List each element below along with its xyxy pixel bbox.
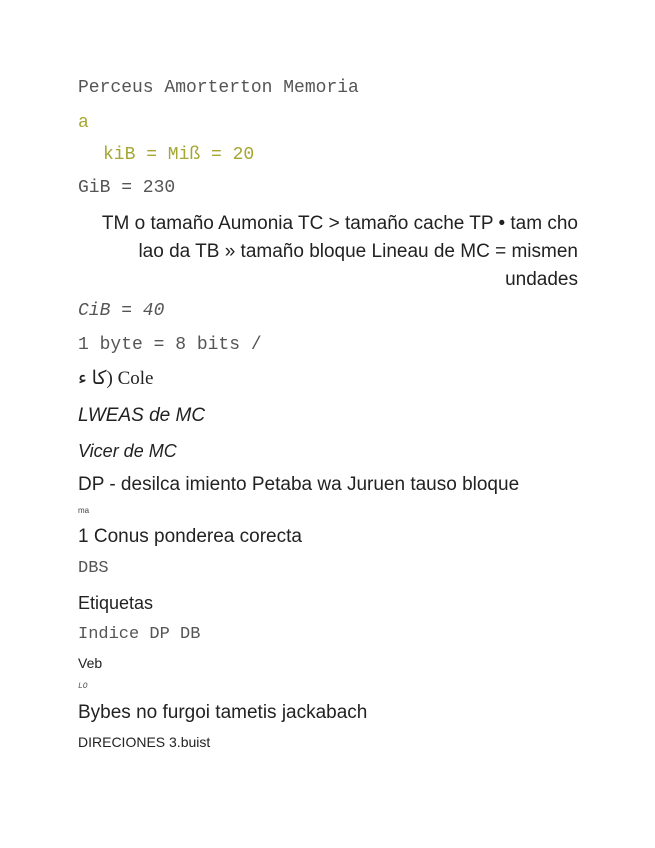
small-lo-note: LO xyxy=(78,682,88,691)
vicer-line: Vicer de MC xyxy=(78,441,177,461)
kib-equation-line: kiB = Miß = 20 xyxy=(103,145,255,165)
gib-equation-line: GiB = 230 xyxy=(78,178,176,198)
bybes-line: Bybes no furgoi tametis jackabach xyxy=(78,702,368,723)
byte-bits-line: 1 byte = 8 bits / xyxy=(78,335,262,355)
cib-equation-line: CiB = 40 xyxy=(78,301,165,321)
document-title: Perceus Amorterton Memoria xyxy=(78,78,359,98)
cole-line: كا ء) Cole xyxy=(78,368,154,389)
dbs-line: DBS xyxy=(78,559,109,578)
veb-line: Veb xyxy=(78,655,103,671)
conus-line: 1 Conus ponderea corecta xyxy=(78,526,302,547)
etiquetas-line: Etiquetas xyxy=(78,593,154,613)
cache-size-paragraph: TM o tamaño Aumonia TC > tamaño cache TP • tam cho lao da TB » tamaño bloque Lineau de MC = mismen undades xyxy=(101,213,578,290)
small-ma-note: ma xyxy=(78,506,90,515)
indice-line: Indice DP DB xyxy=(78,625,201,644)
direciones-line: DIRECIONES 3.buist xyxy=(78,734,211,750)
dp-description-line: DP - desilca imiento Petaba wa Juruen tauso bloque xyxy=(78,474,520,495)
variable-a-line: a xyxy=(78,113,89,133)
lweas-line: LWEAS de MC xyxy=(78,405,206,426)
